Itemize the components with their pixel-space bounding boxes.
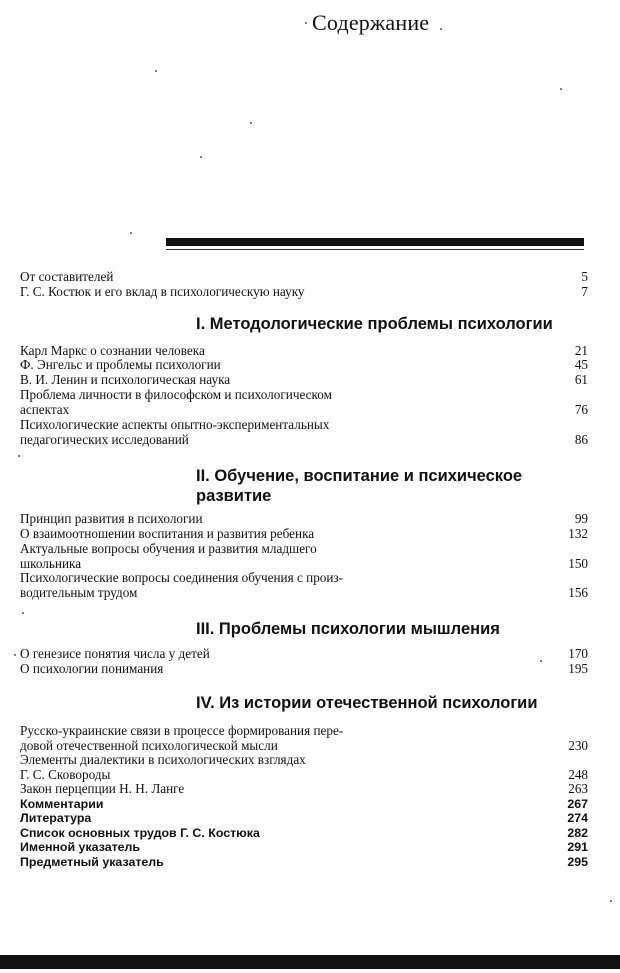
toc-entry-back-1[interactable] [20, 797, 588, 812]
toc-entry-text: О взаимоотношении воспитания и развития ребенка [20, 526, 315, 541]
scan-speck [18, 455, 20, 457]
toc-entry-text: Список основных трудов Г. С. Костюка [20, 826, 260, 840]
toc-entry-text: Элементы диалектики в психологических взглядах [20, 752, 306, 767]
page-title: Содержание [312, 10, 430, 35]
toc-page-number: 132 [568, 526, 588, 541]
header-rule-thin [166, 249, 584, 250]
toc-page-number: 295 [567, 855, 588, 869]
toc-entry-front-2[interactable] [20, 285, 588, 300]
toc-page-number: 195 [568, 661, 588, 676]
section-heading-4: IV. Из истории отечественной психологии [196, 694, 538, 712]
toc-entry-text: Г. С. Костюк и его вклад в психологическую науку [20, 284, 305, 299]
toc-page-number: 61 [574, 372, 588, 387]
scan-speck [540, 660, 542, 662]
bottom-scan-edge [0, 955, 620, 969]
toc-entry-2-4[interactable] [20, 571, 588, 600]
toc-entry-text: Литература [20, 811, 92, 825]
toc-page-number: 263 [568, 781, 588, 796]
toc-page-number: 21 [574, 343, 588, 358]
header-rule [166, 238, 584, 246]
toc-entry-back-3[interactable] [20, 826, 588, 841]
toc-page-number: 86 [574, 431, 588, 447]
scan-speck [22, 612, 24, 614]
toc-page-number: 156 [568, 584, 588, 600]
toc-entry-text-cont: педагогических исследований [20, 431, 189, 447]
toc-page-number: 282 [567, 826, 588, 840]
toc-entry-text: О генезисе понятия числа у детей [20, 646, 210, 661]
scan-speck [130, 232, 132, 234]
toc-entry-text-cont: аспектах [20, 401, 70, 417]
toc-entry-text: Психологические аспекты опытно-экспериментальных [20, 417, 330, 432]
toc-entry-1-5[interactable] [20, 418, 588, 447]
toc-entry-2-1[interactable] [20, 512, 588, 527]
scan-speck [440, 28, 442, 30]
toc-page-number: 170 [568, 646, 588, 661]
toc-entry-back-2[interactable] [20, 811, 588, 826]
toc-page-number: 99 [574, 511, 588, 526]
toc-page-number: 150 [568, 555, 588, 571]
toc-entry-text: От составителей [20, 269, 114, 284]
section-heading-1: I. Методологические проблемы психологии [196, 315, 553, 333]
toc-entry-text: Актуальные вопросы обучения и развития младшего [20, 541, 317, 556]
toc-entry-text-cont: водительным трудом [20, 584, 138, 600]
toc-page-number: 7 [581, 284, 588, 299]
toc-page-number: 76 [574, 401, 588, 417]
toc-entry-4-1[interactable] [20, 724, 588, 753]
toc-entry-text: В. И. Ленин и психологическая наука [20, 372, 231, 387]
toc-page-number: 5 [581, 269, 588, 284]
toc-entry-text: Предметный указатель [20, 855, 164, 869]
toc-entry-text: Именной указатель [20, 840, 141, 854]
toc-entry-back-5[interactable] [20, 855, 588, 870]
toc-entry-1-2[interactable] [20, 358, 588, 373]
toc-entry-text: Ф. Энгельс и проблемы психологии [20, 357, 221, 372]
toc-entry-4-2[interactable] [20, 753, 588, 782]
toc-page-number: 274 [567, 811, 588, 825]
toc-entry-3-2[interactable] [20, 662, 588, 677]
scan-speck [610, 900, 612, 902]
toc-entry-1-4[interactable] [20, 388, 588, 417]
scan-speck [200, 156, 202, 158]
toc-entry-text: Русско-украинские связи в процессе формирования пере- [20, 723, 344, 738]
toc-page-number: 248 [568, 766, 588, 782]
toc-entry-text: Проблема личности в философском и психологическом [20, 387, 332, 402]
scan-speck [14, 654, 16, 656]
section-heading-3: III. Проблемы психологии мышления [196, 620, 500, 638]
scan-speck [560, 88, 562, 90]
toc-entry-text: О психологии понимания [20, 661, 164, 676]
toc-entry-text-cont: Г. С. Сковороды [20, 766, 111, 782]
toc-entry-text: Комментарии [20, 797, 104, 811]
scan-speck [305, 22, 307, 24]
toc-entry-text-cont: довой отечественной психологической мысли [20, 737, 278, 753]
toc-entry-4-3[interactable] [20, 782, 588, 797]
toc-entry-text: Принцип развития в психологии [20, 511, 203, 526]
toc-page-number: 267 [567, 797, 588, 811]
toc-entry-2-3[interactable] [20, 542, 588, 571]
scan-speck [250, 122, 252, 124]
toc-entry-2-2[interactable] [20, 527, 588, 542]
toc-entry-back-4[interactable] [20, 840, 588, 855]
toc-entry-front-1[interactable] [20, 270, 588, 285]
toc-page-number: 45 [574, 357, 588, 372]
toc-page-number: 230 [568, 737, 588, 753]
toc-page-number: 291 [567, 840, 588, 854]
toc-entry-text: Закон перцепции Н. Н. Ланге [20, 781, 185, 796]
toc-entry-3-1[interactable] [20, 647, 588, 662]
toc-entry-1-3[interactable] [20, 373, 588, 388]
toc-entry-text: Карл Маркс о сознании человека [20, 343, 205, 358]
toc-entry-text-cont: школьника [20, 555, 82, 571]
scan-speck [155, 70, 157, 72]
toc-entry-text: Психологические вопросы соединения обучения с произ- [20, 570, 344, 585]
section-heading-2: II. Обучение, воспитание и психическое развитие [196, 467, 523, 505]
